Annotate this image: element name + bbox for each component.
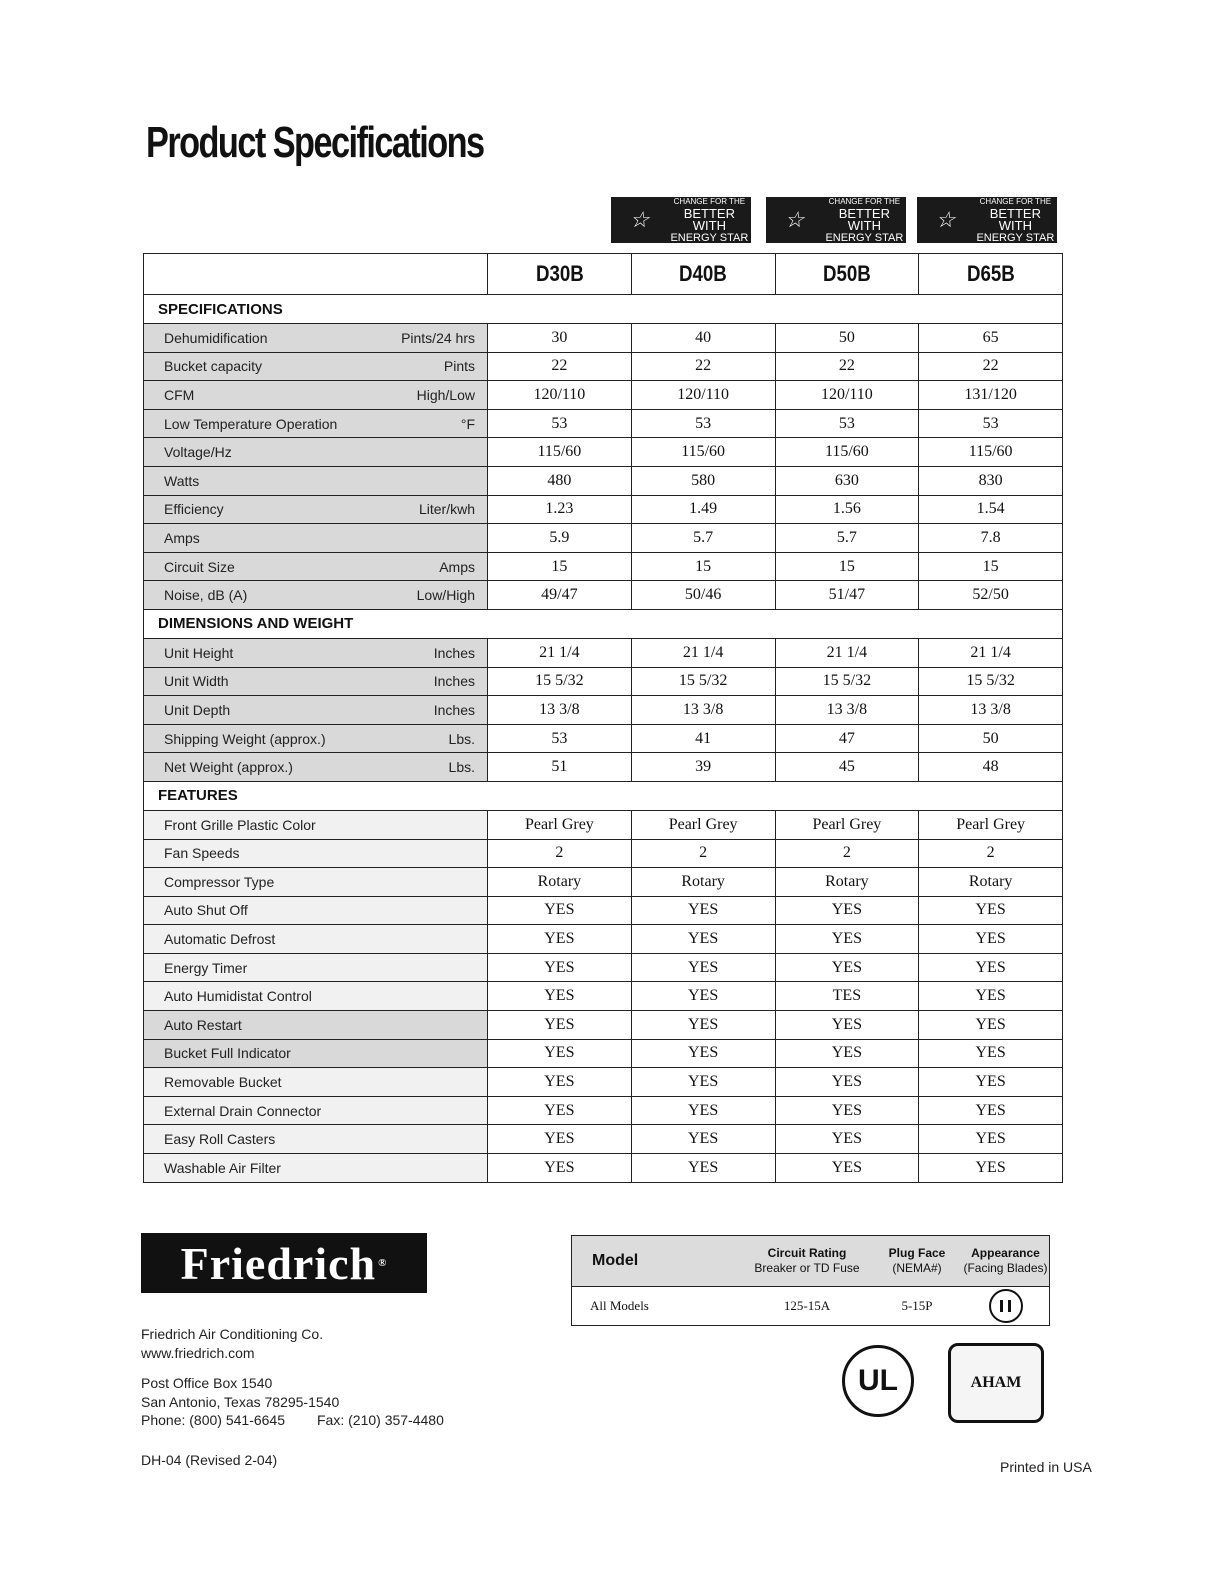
energy-star-line1: CHANGE FOR THE xyxy=(979,197,1052,206)
value-cell: YES xyxy=(488,982,632,1011)
model-header: D40B xyxy=(642,254,764,295)
value-cell: YES xyxy=(919,1096,1063,1125)
row-label: Net Weight (approx.) xyxy=(164,759,293,776)
table-row xyxy=(144,524,1063,553)
plug-row-appearance xyxy=(962,1287,1050,1326)
energy-star-line3: ENERGY STAR xyxy=(670,232,749,244)
value-cell: YES xyxy=(631,1039,775,1068)
row-label: Amps xyxy=(164,529,200,546)
row-label: Energy Timer xyxy=(164,959,248,976)
value-cell: 41 xyxy=(631,724,775,753)
value-cell: YES xyxy=(775,1096,919,1125)
plug-row-circuit: 125-15A xyxy=(742,1287,872,1326)
row-label: Watts xyxy=(164,472,200,489)
value-cell: YES xyxy=(919,1068,1063,1097)
row-label-cell xyxy=(144,925,488,954)
table-row xyxy=(144,667,1063,696)
value-cell: 21 1/4 xyxy=(775,638,919,667)
table-row xyxy=(144,1154,1063,1183)
value-cell: 51 xyxy=(488,753,632,782)
section-title: DIMENSIONS AND WEIGHT xyxy=(144,609,1063,638)
row-label: Unit Depth xyxy=(164,701,231,718)
row-unit: Inches xyxy=(433,644,475,661)
value-cell: 115/60 xyxy=(488,438,632,467)
value-cell: 115/60 xyxy=(919,438,1063,467)
value-cell: YES xyxy=(775,1068,919,1097)
row-label-cell xyxy=(144,524,488,553)
header-blank-cell xyxy=(144,254,488,295)
value-cell: YES xyxy=(488,896,632,925)
energy-star-icon: ☆ xyxy=(935,207,956,232)
model-header: D50B xyxy=(786,254,908,295)
table-row xyxy=(144,696,1063,725)
row-label-cell xyxy=(144,1011,488,1040)
value-cell: YES xyxy=(488,1068,632,1097)
row-label-cell xyxy=(144,753,488,782)
energy-star-line2: BETTER WITH xyxy=(683,206,735,233)
table-row xyxy=(144,724,1063,753)
value-cell: 22 xyxy=(631,352,775,381)
table-row xyxy=(144,1068,1063,1097)
table-row xyxy=(144,1096,1063,1125)
row-unit: Inches xyxy=(433,701,475,718)
value-cell: YES xyxy=(488,1096,632,1125)
plug-header-plug xyxy=(872,1236,962,1287)
table-row xyxy=(144,753,1063,782)
model-header-row xyxy=(144,254,1063,295)
value-cell: 53 xyxy=(488,724,632,753)
value-cell: 53 xyxy=(919,409,1063,438)
logo-text: Friedrich xyxy=(180,1237,377,1289)
table-row xyxy=(144,925,1063,954)
value-cell: YES xyxy=(775,1011,919,1040)
row-label-cell xyxy=(144,1068,488,1097)
value-cell: YES xyxy=(488,1039,632,1068)
row-unit: Lbs. xyxy=(448,730,475,747)
row-unit: Amps xyxy=(439,558,475,575)
section-header-row xyxy=(144,609,1063,638)
plug-row-plug: 5-15P xyxy=(872,1287,962,1326)
table-row xyxy=(144,352,1063,381)
row-label: Efficiency xyxy=(164,501,224,518)
plug-table xyxy=(571,1235,1050,1326)
value-cell: Rotary xyxy=(775,868,919,897)
value-cell: 2 xyxy=(775,839,919,868)
table-row xyxy=(144,438,1063,467)
row-label: Unit Height xyxy=(164,644,234,661)
row-label-cell xyxy=(144,495,488,524)
row-label-cell xyxy=(144,352,488,381)
row-label-cell xyxy=(144,868,488,897)
value-cell: 5.7 xyxy=(775,524,919,553)
row-label-cell xyxy=(144,1096,488,1125)
energy-star-badge xyxy=(611,197,751,243)
row-label-cell xyxy=(144,1039,488,1068)
plug-header-circuit-2: Breaker or TD Fuse xyxy=(754,1261,860,1275)
table-row xyxy=(144,839,1063,868)
value-cell: YES xyxy=(631,1125,775,1154)
row-label-cell xyxy=(144,581,488,610)
row-label: Automatic Defrost xyxy=(164,931,276,948)
value-cell: 1.54 xyxy=(919,495,1063,524)
table-row xyxy=(144,409,1063,438)
value-cell: Pearl Grey xyxy=(631,810,775,839)
value-cell: 13 3/8 xyxy=(631,696,775,725)
value-cell: Pearl Grey xyxy=(775,810,919,839)
row-label-cell xyxy=(144,810,488,839)
row-label-cell xyxy=(144,552,488,581)
value-cell: YES xyxy=(775,896,919,925)
value-cell: 15 5/32 xyxy=(488,667,632,696)
value-cell: 115/60 xyxy=(775,438,919,467)
plug-header-circuit xyxy=(742,1236,872,1287)
value-cell: 40 xyxy=(631,324,775,353)
plug-header-plug-1: Plug Face xyxy=(888,1246,946,1260)
value-cell: 15 xyxy=(919,552,1063,581)
value-cell: YES xyxy=(919,1154,1063,1183)
plug-header-model: Model xyxy=(572,1236,743,1287)
value-cell: 51/47 xyxy=(775,581,919,610)
value-cell: 2 xyxy=(631,839,775,868)
value-cell: 5.9 xyxy=(488,524,632,553)
value-cell: 120/110 xyxy=(631,381,775,410)
row-label-cell xyxy=(144,839,488,868)
outlet-icon xyxy=(989,1289,1023,1323)
row-label-cell xyxy=(144,1125,488,1154)
value-cell: YES xyxy=(631,982,775,1011)
row-label: External Drain Connector xyxy=(164,1102,322,1119)
table-row xyxy=(144,1011,1063,1040)
value-cell: 131/120 xyxy=(919,381,1063,410)
company-phone: Phone: (800) 541-6645 xyxy=(141,1412,285,1428)
plug-header-circuit-1: Circuit Rating xyxy=(767,1246,847,1260)
table-row xyxy=(144,982,1063,1011)
value-cell: YES xyxy=(488,953,632,982)
row-label-cell xyxy=(144,953,488,982)
plug-header-appearance-1: Appearance xyxy=(971,1246,1040,1260)
value-cell: 45 xyxy=(775,753,919,782)
table-row xyxy=(144,581,1063,610)
row-label: Auto Shut Off xyxy=(164,902,248,919)
value-cell: 53 xyxy=(631,409,775,438)
plug-row-model: All Models xyxy=(572,1287,743,1326)
row-label-cell xyxy=(144,667,488,696)
table-row xyxy=(144,638,1063,667)
row-label-cell xyxy=(144,438,488,467)
value-cell: 21 1/4 xyxy=(631,638,775,667)
table-row xyxy=(144,324,1063,353)
value-cell: Rotary xyxy=(488,868,632,897)
section-title: FEATURES xyxy=(144,781,1063,810)
plug-table-header xyxy=(572,1236,1050,1287)
value-cell: YES xyxy=(919,953,1063,982)
row-label: Dehumidification xyxy=(164,329,268,346)
table-row xyxy=(144,953,1063,982)
company-city: San Antonio, Texas 78295-1540 xyxy=(141,1393,340,1410)
row-label: Unit Width xyxy=(164,673,229,690)
friedrich-logo xyxy=(141,1233,427,1293)
table-row xyxy=(144,1039,1063,1068)
row-label: CFM xyxy=(164,386,195,403)
value-cell: YES xyxy=(919,1125,1063,1154)
value-cell: YES xyxy=(919,896,1063,925)
value-cell: TES xyxy=(775,982,919,1011)
value-cell: 580 xyxy=(631,466,775,495)
row-label: Front Grille Plastic Color xyxy=(164,816,316,833)
company-address xyxy=(141,1325,444,1430)
plug-header-appearance-2: (Facing Blades) xyxy=(963,1261,1048,1275)
energy-star-line3: ENERGY STAR xyxy=(825,232,904,244)
row-label: Compressor Type xyxy=(164,873,275,890)
value-cell: YES xyxy=(775,1039,919,1068)
value-cell: 49/47 xyxy=(488,581,632,610)
energy-star-line2: BETTER WITH xyxy=(989,206,1041,233)
energy-star-icon: ☆ xyxy=(629,207,650,232)
document-id: DH-04 (Revised 2-04) xyxy=(141,1452,278,1468)
value-cell: 15 5/32 xyxy=(775,667,919,696)
row-label: Noise, dB (A) xyxy=(164,587,248,604)
row-unit: Lbs. xyxy=(448,759,475,776)
row-unit: °F xyxy=(460,415,475,432)
value-cell: 15 xyxy=(775,552,919,581)
value-cell: 2 xyxy=(919,839,1063,868)
value-cell: YES xyxy=(631,896,775,925)
value-cell: 22 xyxy=(919,352,1063,381)
value-cell: YES xyxy=(631,1011,775,1040)
table-row xyxy=(144,552,1063,581)
value-cell: YES xyxy=(631,925,775,954)
value-cell: 13 3/8 xyxy=(775,696,919,725)
value-cell: 53 xyxy=(488,409,632,438)
value-cell: YES xyxy=(631,953,775,982)
energy-star-line1: CHANGE FOR THE xyxy=(673,197,746,206)
table-row xyxy=(144,381,1063,410)
ul-mark-icon xyxy=(842,1345,914,1417)
value-cell: 15 5/32 xyxy=(631,667,775,696)
registered-mark: ® xyxy=(378,1257,388,1269)
row-unit: Pints/24 hrs xyxy=(401,329,475,346)
value-cell: 65 xyxy=(919,324,1063,353)
row-label: Circuit Size xyxy=(164,558,235,575)
value-cell: YES xyxy=(488,1154,632,1183)
energy-star-badge xyxy=(766,197,906,243)
value-cell: 50/46 xyxy=(631,581,775,610)
value-cell: 52/50 xyxy=(919,581,1063,610)
aham-seal-icon xyxy=(948,1343,1044,1423)
value-cell: 120/110 xyxy=(775,381,919,410)
value-cell: YES xyxy=(775,925,919,954)
plug-header-plug-2: (NEMA#) xyxy=(892,1261,942,1275)
value-cell: 39 xyxy=(631,753,775,782)
value-cell: Pearl Grey xyxy=(919,810,1063,839)
value-cell: 2 xyxy=(488,839,632,868)
table-row xyxy=(144,466,1063,495)
value-cell: 1.23 xyxy=(488,495,632,524)
value-cell: YES xyxy=(919,1039,1063,1068)
row-label: Washable Air Filter xyxy=(164,1159,281,1176)
row-label: Removable Bucket xyxy=(164,1074,282,1091)
row-label-cell xyxy=(144,638,488,667)
value-cell: 13 3/8 xyxy=(919,696,1063,725)
value-cell: Rotary xyxy=(631,868,775,897)
energy-star-line2: BETTER WITH xyxy=(838,206,890,233)
value-cell: YES xyxy=(488,1125,632,1154)
value-cell: 22 xyxy=(488,352,632,381)
value-cell: 7.8 xyxy=(919,524,1063,553)
value-cell: 48 xyxy=(919,753,1063,782)
row-label-cell xyxy=(144,696,488,725)
row-label-cell xyxy=(144,724,488,753)
row-unit: Pints xyxy=(443,358,475,375)
value-cell: 480 xyxy=(488,466,632,495)
value-cell: 53 xyxy=(775,409,919,438)
table-row xyxy=(144,810,1063,839)
value-cell: 830 xyxy=(919,466,1063,495)
value-cell: 15 xyxy=(631,552,775,581)
company-website: www.friedrich.com xyxy=(141,1344,255,1361)
table-row xyxy=(144,868,1063,897)
table-row xyxy=(144,495,1063,524)
value-cell: YES xyxy=(919,982,1063,1011)
value-cell: 30 xyxy=(488,324,632,353)
row-label-cell xyxy=(144,896,488,925)
value-cell: YES xyxy=(488,1011,632,1040)
value-cell: 1.49 xyxy=(631,495,775,524)
row-unit: Inches xyxy=(433,673,475,690)
printed-in: Printed in USA xyxy=(1000,1459,1092,1475)
row-unit: High/Low xyxy=(416,386,475,403)
value-cell: 50 xyxy=(919,724,1063,753)
energy-star-line3: ENERGY STAR xyxy=(976,232,1055,244)
row-label-cell xyxy=(144,466,488,495)
row-label-cell xyxy=(144,1154,488,1183)
spec-table xyxy=(143,253,1063,1183)
aham-seal-text: AHAM xyxy=(970,1374,1022,1391)
energy-star-icon: ☆ xyxy=(784,207,805,232)
model-header: D65B xyxy=(930,254,1052,295)
company-po-box: Post Office Box 1540 xyxy=(141,1375,273,1391)
value-cell: 15 xyxy=(488,552,632,581)
value-cell: Pearl Grey xyxy=(488,810,632,839)
row-label: Auto Humidistat Control xyxy=(164,988,312,1005)
value-cell: 1.56 xyxy=(775,495,919,524)
company-fax: Fax: (210) 357-4480 xyxy=(317,1412,444,1428)
row-unit: Liter/kwh xyxy=(418,501,475,518)
value-cell: 120/110 xyxy=(488,381,632,410)
value-cell: YES xyxy=(488,925,632,954)
row-label-cell xyxy=(144,409,488,438)
value-cell: 5.7 xyxy=(631,524,775,553)
energy-star-badge xyxy=(917,197,1057,243)
value-cell: YES xyxy=(631,1068,775,1097)
page-title: Product Specifications xyxy=(146,118,484,167)
plug-header-appearance xyxy=(962,1236,1050,1287)
row-label: Bucket capacity xyxy=(164,358,263,375)
value-cell: 630 xyxy=(775,466,919,495)
value-cell: 21 1/4 xyxy=(488,638,632,667)
row-label-cell xyxy=(144,381,488,410)
value-cell: 47 xyxy=(775,724,919,753)
section-title: SPECIFICATIONS xyxy=(144,295,1063,324)
row-label: Shipping Weight (approx.) xyxy=(164,730,326,747)
row-label-cell xyxy=(144,982,488,1011)
row-unit: Low/High xyxy=(416,587,475,604)
value-cell: YES xyxy=(919,1011,1063,1040)
model-header: D30B xyxy=(498,254,620,295)
value-cell: 22 xyxy=(775,352,919,381)
row-label: Easy Roll Casters xyxy=(164,1131,276,1148)
row-label: Fan Speeds xyxy=(164,845,240,862)
row-label: Low Temperature Operation xyxy=(164,415,338,432)
row-label: Voltage/Hz xyxy=(164,444,232,461)
value-cell: YES xyxy=(919,925,1063,954)
value-cell: 15 5/32 xyxy=(919,667,1063,696)
plug-table-row xyxy=(572,1287,1050,1326)
table-row xyxy=(144,896,1063,925)
value-cell: YES xyxy=(631,1096,775,1125)
row-label: Bucket Full Indicator xyxy=(164,1045,291,1062)
section-header-row xyxy=(144,295,1063,324)
energy-star-line1: CHANGE FOR THE xyxy=(828,197,901,206)
row-label-cell xyxy=(144,324,488,353)
value-cell: YES xyxy=(775,1125,919,1154)
value-cell: 21 1/4 xyxy=(919,638,1063,667)
value-cell: 13 3/8 xyxy=(488,696,632,725)
company-name: Friedrich Air Conditioning Co. xyxy=(141,1326,324,1342)
ul-mark-text: UL xyxy=(858,1364,898,1397)
section-header-row xyxy=(144,781,1063,810)
row-label: Auto Restart xyxy=(164,1016,242,1033)
value-cell: YES xyxy=(775,1154,919,1183)
value-cell: YES xyxy=(631,1154,775,1183)
value-cell: 50 xyxy=(775,324,919,353)
table-row xyxy=(144,1125,1063,1154)
value-cell: YES xyxy=(775,953,919,982)
value-cell: 115/60 xyxy=(631,438,775,467)
value-cell: Rotary xyxy=(919,868,1063,897)
